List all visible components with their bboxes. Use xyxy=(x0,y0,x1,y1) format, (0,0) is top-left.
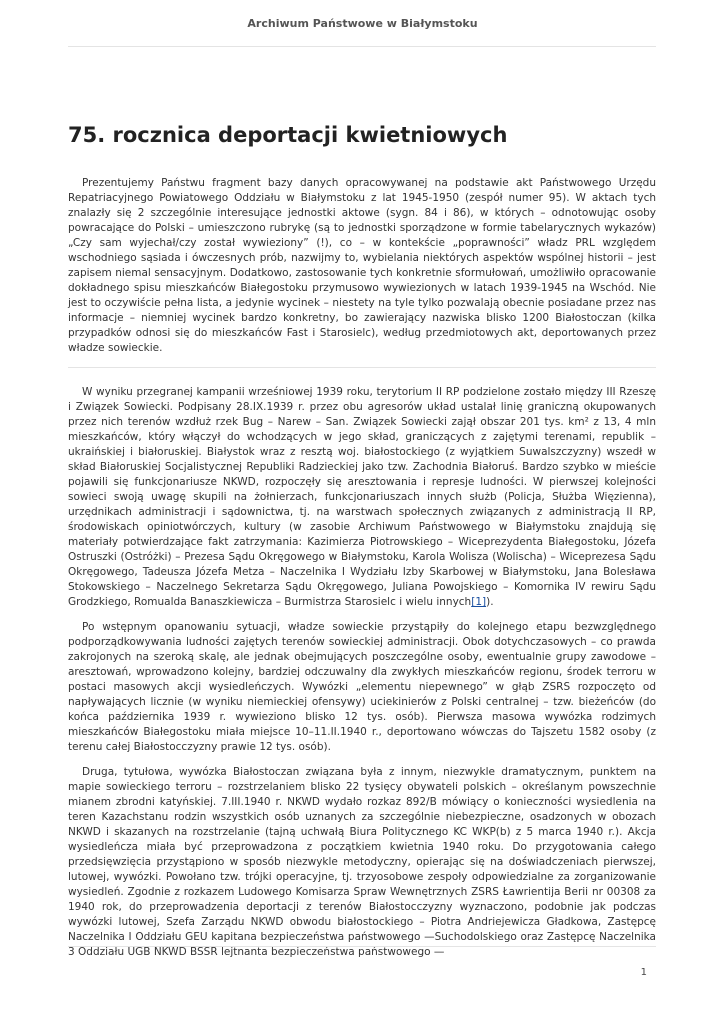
section-divider xyxy=(68,367,656,368)
article-body xyxy=(68,385,656,970)
footnote-link[interactable]: [1] xyxy=(471,596,487,608)
body-paragraph-3: Druga, tytułowa, wywózka Białostoczan związana była z innym, niezwykle dramatycznym, punktem na mapie sowieckiego terroru – rozstrzelaniem blisko 22 tysięcy obywateli polskich – określanym powszechnie mianem zbrodni katyńskiej. 7.III.1940 r. NKWD wydało rozkaz 892/B mówiący o konieczności wysiedlenia na teren Kazachstanu rodzin wszystkich osób uznanych za szczególnie niebezpieczne, osadzonych w obozach NKWD i skazanych na rozstrzelanie (tajną uchwałą Biura Politycznego KC WKP(b) z 5 marca 1940 r.). Akcja wysiedleńcza miała być przeprowadzona z początkiem kwietnia 1940 roku. Do przygotowania całego przedsięwzięcia przystąpiono w sposób niezwykle metodyczny, opierając się na doświadczeniach pierwszej, lutowej, wywózki. Powołano tzw. trójki operacyjne, tj. trzyosobowe zespoły odpowiedzialne za zorganizowanie wysiedleń. Zgodnie z rozkazem Ludowego Komisarza Spraw Wewnętrznych ZSRS Ławrientija Berii nr 00308 za 1940 rok, do przeprowadzenia deportacji z terenów Białostocczyzny wyznaczono, podobnie jak podczas wywózki lutowej, Szefa Zarządu NKWD obwodu białostockiego – Piotra Andriejewicza Gładkowa, Zastępcę Naczelnika I Oddziału GEU kapitana bezpieczeństwa państwowego —Suchodolskiego oraz Zastępcę Naczelnika 3 Oddziału UGB NKWD BSSR lejtnanta bezpieczeństwa państwowego — xyxy=(68,766,656,958)
site-header: Archiwum Państwowe w Białymstoku xyxy=(247,17,478,30)
body-paragraph-1 xyxy=(68,385,656,610)
article-intro xyxy=(68,176,656,366)
footer-divider xyxy=(68,946,656,947)
page-number: 1 xyxy=(640,967,647,978)
body-paragraph-1-end: ). xyxy=(486,596,494,608)
body-paragraph-1-text: W wyniku przegranej kampanii wrześniowej 1939 roku, terytorium II RP podzielone zostało między III Rzeszę i Związek Sowiecki. Podpisany 28.IX.1939 r. przez obu agresorów układ ustalał linię graniczną okupowanych przez nich terenów wzdłuż rzek Bug – Narew – San. Związek Sowiecki zajął obszar 201 tys. km² z 13, 4 mln mieszkańców, który włączył do wchodzących w jego skład, graniczących z zajętymi terenami, republik – ukraińskiej i białoruskiej. Białystok wraz z resztą woj. białostockiego (z wyjątkiem Suwalszczyzny) wszedł w skład Białoruskiej Socjalistycznej Republiki Radzieckiej jako tzw. Zachodnia Białoruś. Bardzo szybko w mieście pojawili się funkcjonariusze NKWD, rozpoczęły się aresztowania i represje ludności. W pierwszej kolejności sowieci swoją uwagę skupili na żołnierzach, funkcjonariuszach innych służb (Policja, Służba Więzienna), urzędnikach administracji i sądownictwa, tj. na warstwach społecznych związanych z administracją II RP, środowiskach opiniotwórczych, kultury (w zasobie Archiwum Państwowego w Białymstoku znajdują się materiały potwierdzające fakt zatrzymania: Kazimierza Piotrowskiego – Wiceprezydenta Białegostoku, Józefa Ostruszki (Ostróżki) – Prezesa Sądu Okręgowego w Białymstoku, Karola Wolisza (Wolischa) – Wiceprezesa Sądu Okręgowego, Tadeusza Józefa Metza – Naczelnika I Wydziału Izby Skarbowej w Białymstoku, Jana Bolesława Stokowskiego – Naczelnego Sekretarza Sądu Okręgowego, Juliana Powojskiego – Komornika IV rewiru Sądu Grodzkiego, Romualda Banaszkiewicza – Burmistrza Starosielc i wielu innych xyxy=(68,386,656,608)
body-paragraph-2: Po wstępnym opanowaniu sytuacji, władze sowieckie przystąpiły do kolejnego etapu bezwzględnego podporządkowywania ludności zajętych terenów sowieckiej administracji. Obok dotychczasowych – co prawda zakrojonych na szeroką skalę, ale jednak obejmujących poszczególne osoby, ewentualnie grupy zawodowe – aresztowań, wprowadzono kolejny, bardziej odczuwalny dla zwykłych mieszkańców regionu, środek terroru w postaci masowych akcji wysiedleńczych. Wywózki „elementu niepewnego” w głąb ZSRS rozpoczęto od napływających licznie (w wyniku niemieckiej ofensywy) uciekinierów z Polski centralnej – tzw. bieżeńców (do końca października 1939 r. wywieziono blisko 12 tys. osób). Pierwsza masowa wywózka rodzimych mieszkańców Białegostoku miała miejsce 10–11.II.1940 r., deportowano wówczas do Tajszetu 1582 osoby (z terenu całej Białostocczyzny prawie 12 tys. osób). xyxy=(68,621,656,753)
intro-paragraph: Prezentujemy Państwu fragment bazy danych opracowywanej na podstawie akt Państwowego Urzędu Repatriacyjnego Powiatowego Oddziału w Białymstoku z lat 1945-1950 (zespół numer 95). W aktach tych znalazły się 2 szczególnie interesujące jednostki aktowe (sygn. 84 i 86), w których – odnotowując osoby powracające do Polski – umieszczono rubrykę (są to jednostki sporządzone w formie tabelarycznych wykazów) „Czy sam wyjechał/czy został wywieziony” (!), co – w kontekście „poprawności” władz PRL względem wschodniego sąsiada i ówczesnych prób, nazwijmy to, wybielania niektórych aspektów wspólnej historii – jest zapisem niemal sensacyjnym. Dodatkowo, zastosowanie tych konkretnie sformułowań, umożliwiło opracowanie dokładnego spisu mieszkańców Białegostoku przymusowo wywiezionych w latach 1939-1945 na Wschód. Nie jest to oczywiście pełna lista, a jedynie wycinek – niestety na tyle tylko pozwalają obecnie posiadane przez nas informacje – niemniej wycinek bardzo konkretny, bo zawierający nazwiska blisko 1200 Białostoczan (kilka przypadków odnosi się do mieszkańców Fast i Starosielc), według przedmiotowych akt, deportowanych przez władze sowieckie. xyxy=(68,177,656,354)
page-title: 75. rocznica deportacji kwietniowych xyxy=(68,123,508,147)
header-divider xyxy=(68,46,656,47)
